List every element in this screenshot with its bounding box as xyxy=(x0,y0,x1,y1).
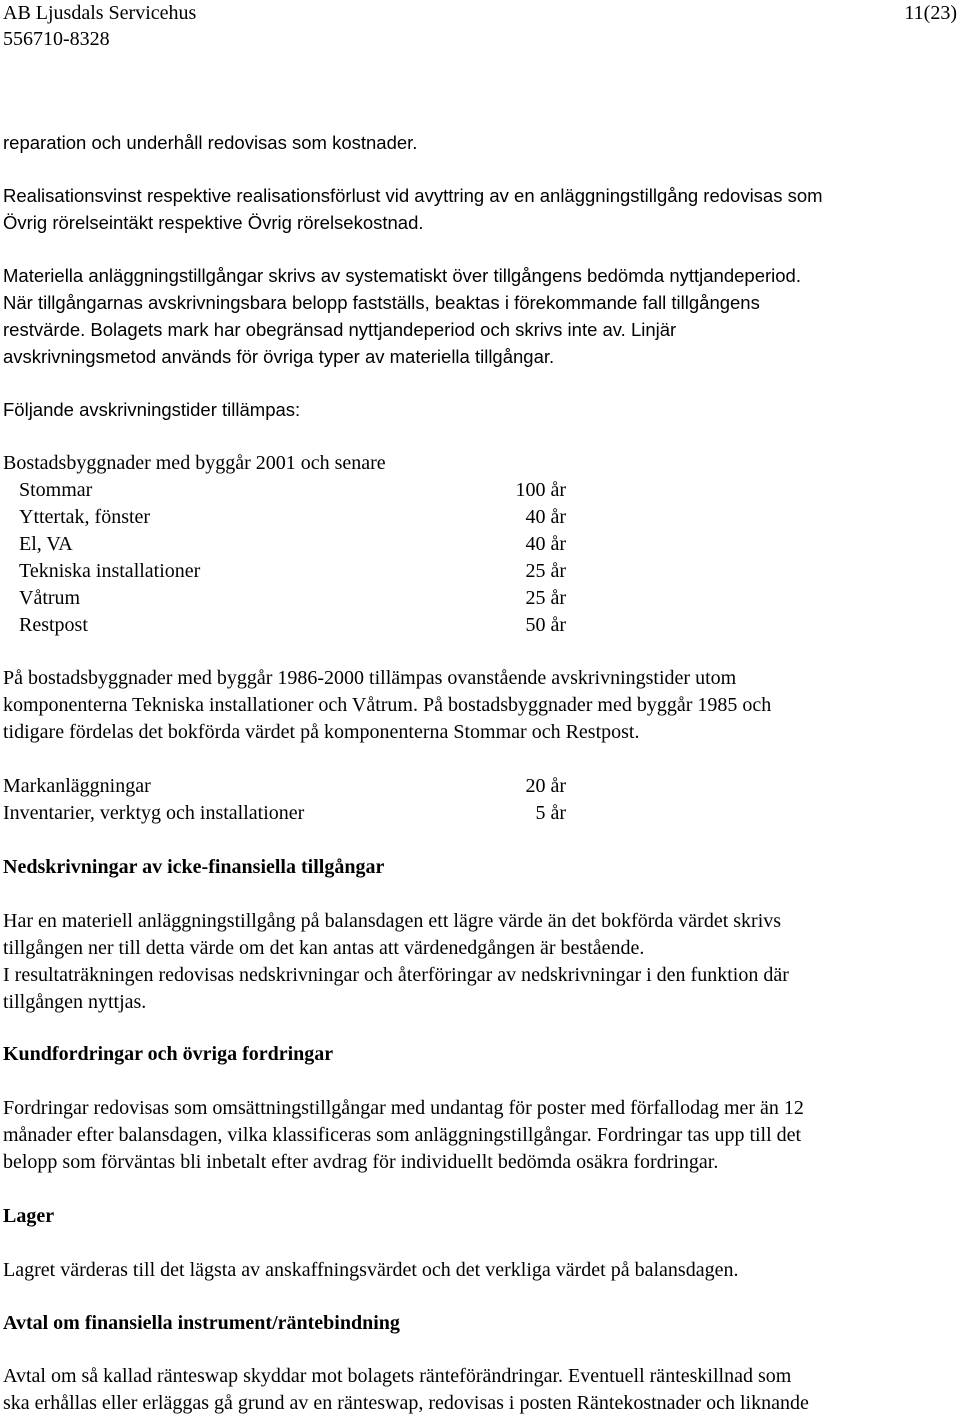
table-row xyxy=(0,504,960,531)
section-heading: Nedskrivningar av icke-finansiella tillgångar xyxy=(3,856,385,878)
paragraph-line: På bostadsbyggnader med byggår 1986-2000 tillämpas ovanstående avskrivningstider utom xyxy=(3,667,737,689)
paragraph-line: restvärde. Bolagets mark har obegränsad nyttjandeperiod och skrivs inte av. Linjär xyxy=(3,319,677,340)
paragraph-line: Realisationsvinst respektive realisationsförlust vid avyttring av en anläggningstillgång redovisas som xyxy=(3,185,823,206)
table-row xyxy=(0,800,960,827)
paragraph-line: Lagret värderas till det lägsta av anskaffningsvärdet och det verkliga värdet på balansdagen. xyxy=(3,1259,739,1281)
paragraph-line: Följande avskrivningstider tillämpas: xyxy=(3,399,301,420)
section-heading: Avtal om finansiella instrument/räntebindning xyxy=(3,1312,400,1334)
paragraph-line: tillgången ner till detta värde om det kan antas att värdenedgången är bestående. xyxy=(3,937,645,959)
paragraph-line: Materiella anläggningstillgångar skrivs av systematiskt över tillgångens bedömda nyttjandeperiod. xyxy=(3,265,801,286)
paragraph-line: avskrivningsmetod används för övriga typer av materiella tillgångar. xyxy=(3,346,555,367)
page-number: 11(23) xyxy=(904,2,957,24)
row-label: Restpost xyxy=(19,614,88,636)
paragraph-line: Övrig rörelseintäkt respektive Övrig rörelsekostnad. xyxy=(3,212,424,233)
row-value: 50 år xyxy=(525,614,566,636)
paragraph-line: reparation och underhåll redovisas som kostnader. xyxy=(3,132,418,153)
paragraph-line: När tillgångarnas avskrivningsbara belopp fastställs, beaktas i förekommande fall tillgångens xyxy=(3,292,760,313)
paragraph-line: månader efter balansdagen, vilka klassificeras som anläggningstillgångar. Fordringar tas upp till det xyxy=(3,1124,802,1146)
row-label: El, VA xyxy=(19,533,73,555)
row-value: 25 år xyxy=(525,560,566,582)
row-label: Stommar xyxy=(19,479,93,501)
paragraph-line: Har en materiell anläggningstillgång på balansdagen ett lägre värde än det bokförda värdet skrivs xyxy=(3,910,782,932)
table-row xyxy=(0,585,960,612)
table-row xyxy=(0,558,960,585)
row-label: Yttertak, fönster xyxy=(19,506,151,528)
row-value: 5 år xyxy=(535,802,566,824)
paragraph-line: Fordringar redovisas som omsättningstillgångar med undantag för poster med förfallodag mer än 12 xyxy=(3,1097,804,1119)
paragraph-line: I resultaträkningen redovisas nedskrivningar och återföringar av nedskrivningar i den funktion där xyxy=(3,964,789,986)
table-row xyxy=(0,773,960,800)
row-value: 20 år xyxy=(525,775,566,797)
row-label: Våtrum xyxy=(19,587,81,609)
table-row xyxy=(0,531,960,558)
table-group-title: Bostadsbyggnader med byggår 2001 och senare xyxy=(3,452,386,474)
row-value: 25 år xyxy=(525,587,566,609)
table-row xyxy=(0,612,960,639)
section-heading: Lager xyxy=(3,1205,55,1227)
org-number: 556710-8328 xyxy=(3,28,110,50)
row-value: 40 år xyxy=(525,533,566,555)
company-name: AB Ljusdals Servicehus xyxy=(3,2,197,24)
paragraph-line: tidigare fördelas det bokförda värdet på komponenterna Stommar och Restpost. xyxy=(3,721,640,743)
paragraph-line: Avtal om så kallad ränteswap skyddar mot bolagets ränteförändringar. Eventuell ränteskillnad som xyxy=(3,1365,792,1387)
row-label: Markanläggningar xyxy=(3,775,151,797)
paragraph-line: tillgången nyttjas. xyxy=(3,991,147,1013)
row-value: 100 år xyxy=(515,479,566,501)
row-label: Inventarier, verktyg och installationer xyxy=(3,802,305,824)
paragraph-line: belopp som förväntas bli inbetalt efter avdrag för individuellt bedömda osäkra fordringar. xyxy=(3,1151,719,1173)
paragraph-line: komponenterna Tekniska installationer och Våtrum. På bostadsbyggnader med byggår 1985 och xyxy=(3,694,772,716)
row-label: Tekniska installationer xyxy=(19,560,201,582)
table-row xyxy=(0,477,960,504)
section-heading: Kundfordringar och övriga fordringar xyxy=(3,1043,334,1065)
row-value: 40 år xyxy=(525,506,566,528)
paragraph-line: ska erhållas eller erläggas gå grund av en ränteswap, redovisas i posten Räntekostnader och liknande xyxy=(3,1392,809,1414)
